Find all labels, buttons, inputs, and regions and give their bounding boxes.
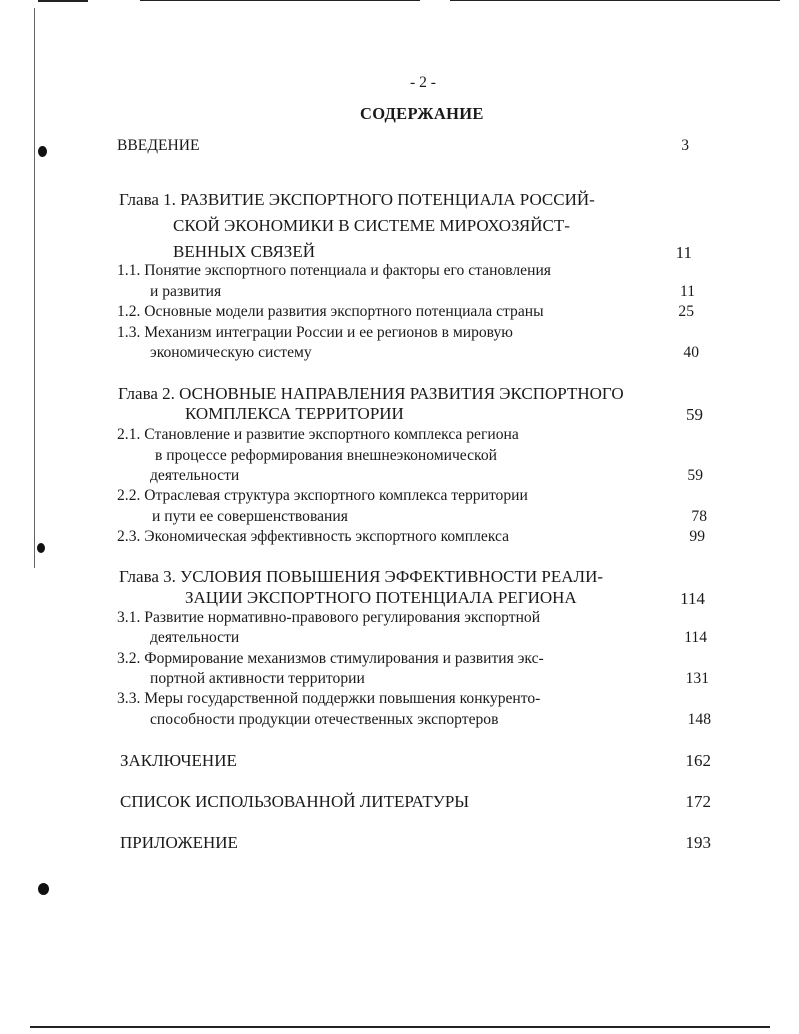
punch-hole-mark: [37, 543, 45, 553]
section-2-1-line-3: деятельности: [150, 467, 240, 484]
section-3-1-line-2: деятельности: [150, 629, 240, 646]
chapter-3-page: 114: [680, 589, 705, 608]
section-2-3-page: 99: [689, 528, 705, 545]
toc-references-label: СПИСОК ИСПОЛЬЗОВАННОЙ ЛИТЕРАТУРЫ: [120, 792, 470, 811]
chapter-1-title-line-1: Глава 1. РАЗВИТИЕ ЭКСПОРТНОГО ПОТЕНЦИАЛА РОССИЙ-: [119, 190, 595, 209]
scan-edge-bottom: [30, 1026, 770, 1028]
section-1-1-page: 11: [679, 283, 695, 300]
section-1-1-line-1: 1.1. Понятие экспортного потенциала и факторы его становления: [117, 262, 551, 279]
toc-references-page: 172: [685, 792, 711, 811]
section-3-1-page: 114: [684, 629, 707, 646]
toc-conclusion-page: 162: [685, 751, 711, 770]
section-1-2-page: 25: [678, 303, 694, 320]
chapter-2-title-line-1: Глава 2. ОСНОВНЫЕ НАПРАВЛЕНИЯ РАЗВИТИЯ ЭКСПОРТНОГО: [118, 384, 624, 403]
page-number: - 2 -: [410, 74, 436, 91]
section-3-2-line-2: портной активности территории: [150, 670, 365, 687]
chapter-2-page: 59: [686, 405, 703, 424]
section-2-2-line-2: и пути ее совершенствования: [152, 508, 348, 525]
section-3-1-line-1: 3.1. Развитие нормативно-правового регулирования экспортной: [117, 609, 541, 626]
section-3-3-page: 148: [687, 711, 711, 728]
page-title: СОДЕРЖАНИЕ: [360, 104, 484, 123]
toc-intro-page: 3: [681, 137, 689, 154]
section-3-2-page: 131: [685, 670, 709, 687]
chapter-1-title-line-3: ВЕННЫХ СВЯЗЕЙ: [173, 242, 315, 261]
chapter-3-title-line-2: ЗАЦИИ ЭКСПОРТНОГО ПОТЕНЦИАЛА РЕГИОНА: [185, 588, 577, 607]
section-2-1-line-2: в процессе реформирования внешнеэкономической: [155, 447, 497, 464]
section-2-1-page: 59: [687, 467, 703, 484]
section-2-3-line-1: 2.3. Экономическая эффективность экспортного комплекса: [117, 528, 510, 545]
section-1-3-page: 40: [683, 344, 699, 361]
chapter-2-title-line-2: КОМПЛЕКСА ТЕРРИТОРИИ: [185, 404, 404, 423]
section-3-2-line-1: 3.2. Формирование механизмов стимулирования и развития экс-: [117, 650, 544, 667]
chapter-3-title-line-1: Глава 3. УСЛОВИЯ ПОВЫШЕНИЯ ЭФФЕКТИВНОСТИ РЕАЛИ-: [119, 567, 604, 586]
scan-edge-left: [34, 8, 35, 568]
section-3-3-line-1: 3.3. Меры государственной поддержки повышения конкуренто-: [117, 690, 541, 707]
scan-edge-top-right: [450, 0, 780, 1]
chapter-1-page: 11: [675, 243, 692, 262]
section-1-3-line-2: экономическую систему: [150, 344, 312, 361]
toc-intro-label: ВВЕДЕНИЕ: [117, 137, 200, 154]
section-2-2-line-1: 2.2. Отраслевая структура экспортного комплекса территории: [117, 487, 528, 504]
chapter-1-title-line-2: СКОЙ ЭКОНОМИКИ В СИСТЕМЕ МИРОХОЗЯЙСТ-: [173, 216, 570, 235]
scan-edge-top: [140, 0, 420, 1]
toc-appendix-page: 193: [685, 833, 711, 852]
toc-conclusion-label: ЗАКЛЮЧЕНИЕ: [120, 751, 237, 770]
toc-appendix-label: ПРИЛОЖЕНИЕ: [120, 833, 238, 852]
section-1-2-line-1: 1.2. Основные модели развития экспортного потенциала страны: [117, 303, 544, 320]
punch-hole-mark: [38, 883, 49, 895]
punch-hole-mark: [38, 146, 47, 157]
section-1-1-line-2: и развития: [150, 283, 222, 300]
section-2-2-page: 78: [691, 508, 707, 525]
section-2-1-line-1: 2.1. Становление и развитие экспортного комплекса региона: [117, 426, 519, 443]
scan-edge-top-left: [38, 0, 88, 2]
section-3-3-line-2: способности продукции отечественных экспортеров: [150, 711, 499, 728]
section-1-3-line-1: 1.3. Механизм интеграции России и ее регионов в мировую: [117, 324, 513, 341]
